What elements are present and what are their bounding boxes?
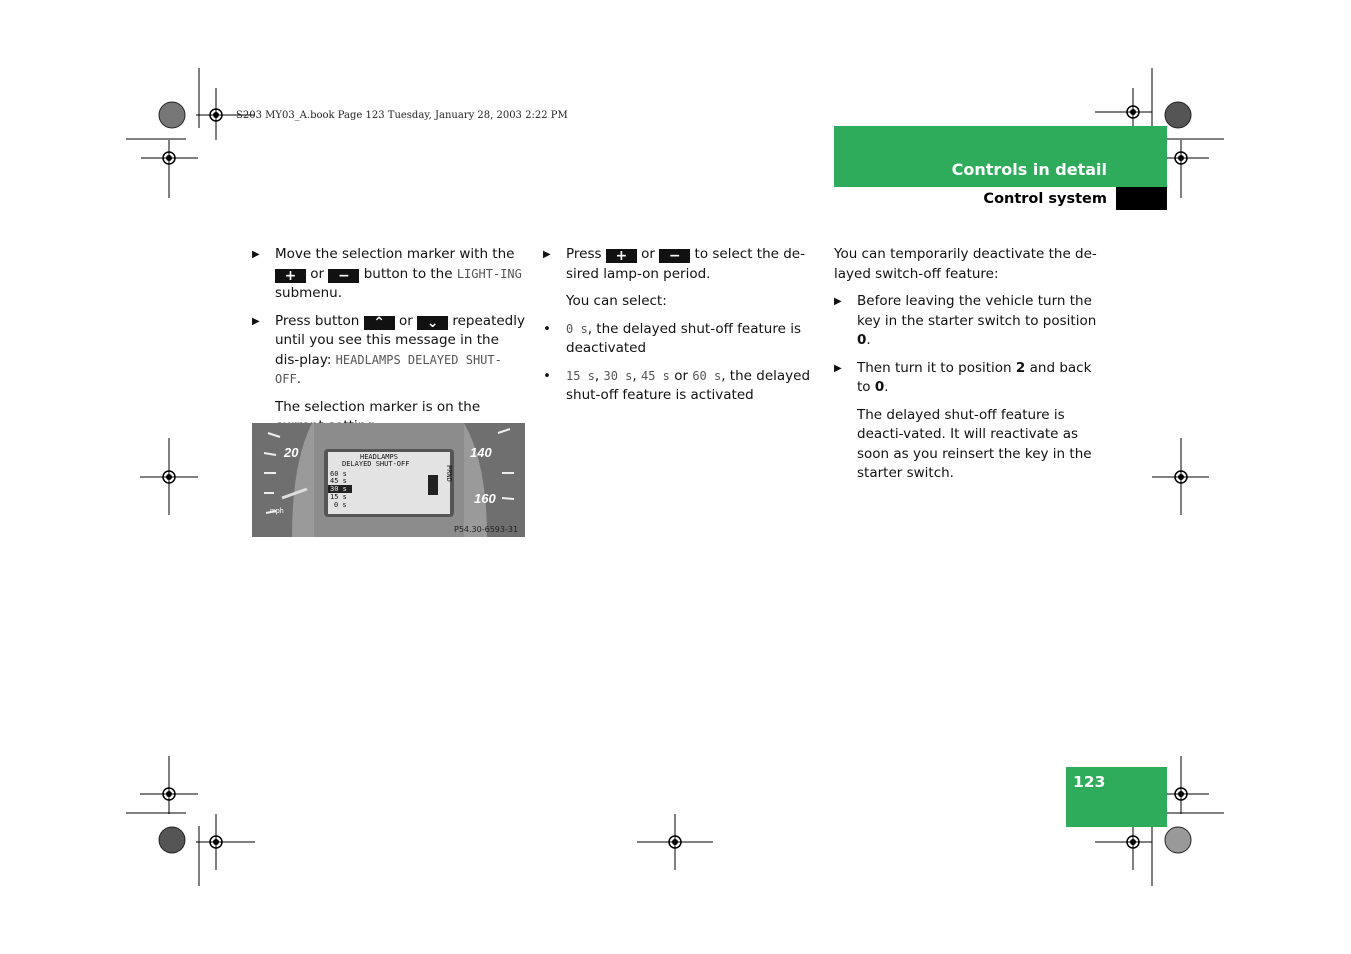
- minus-button-icon: −: [659, 249, 690, 263]
- arrow-icon: ▶: [252, 249, 260, 260]
- figure-reference: P54.30-6593-31: [454, 525, 519, 534]
- print-header: S203 MY03_A.book Page 123 Tuesday, January 28, 2003 2:22 PM: [236, 110, 568, 121]
- arrow-icon: ▶: [834, 296, 842, 307]
- display-title-2: DELAYED SHUT-OFF: [342, 460, 410, 468]
- step-move-marker: ▶ Move the selection marker with the + or − button to the LIGHT-ING submenu.: [252, 246, 522, 301]
- arrow-icon: ▶: [252, 315, 260, 327]
- mph-label: mph: [270, 508, 284, 515]
- speed-20-label: 20: [284, 445, 299, 460]
- column-1: [252, 245, 527, 437]
- bullet-icon: •: [543, 320, 551, 337]
- display-option: 30 s: [330, 485, 347, 493]
- selection-note: The selection marker is on the: [275, 398, 481, 415]
- step-leave-vehicle: ▶ Before leaving the vehicle turn the key in the starter switch to position 0.: [834, 293, 1097, 348]
- cluster-drawing: [252, 423, 525, 537]
- select-intro: You can select:: [566, 293, 667, 309]
- down-button-icon: ⌄: [417, 316, 448, 330]
- deactivate-intro: You can temporarily deactivate the de-layed switch-off feature:: [834, 246, 1097, 282]
- column-3: [834, 245, 1106, 484]
- speed-160-label: 160: [474, 491, 496, 506]
- subsection-marker: [1116, 187, 1167, 210]
- arrow-icon: ▶: [543, 249, 551, 260]
- bullet-icon: •: [543, 367, 551, 384]
- subsection-title: Control system: [983, 191, 1107, 207]
- display-title-1: HEADLAMPS: [360, 453, 398, 461]
- up-button-icon: ⌃: [364, 316, 395, 330]
- step-select-period: ▶ Press + or − to select the de-sired lamp-on period.: [543, 246, 805, 282]
- column-2: [543, 245, 821, 406]
- reactivation-note: The delayed shut-off feature is deacti-vated. It will reactivate as soon as you reinsert the key in the starter switch.: [857, 406, 1092, 481]
- plus-button-icon: +: [275, 269, 306, 283]
- display-option: 60 s: [330, 470, 347, 478]
- display-option: 15 s: [330, 493, 347, 501]
- arrow-icon: ▶: [834, 362, 842, 374]
- minus-button-icon: −: [328, 269, 359, 283]
- section-title: Controls in detail: [951, 160, 1107, 179]
- step-press-button: ▶ Press button ⌃ or ⌄ repeatedly until you see this message in the dis-play: HEADLAMPS DELAYED SHUT-OFF.: [252, 312, 525, 387]
- gear-indicator: PRND: [445, 465, 453, 482]
- plus-button-icon: +: [606, 249, 637, 263]
- option-activated: • 15 s, 30 s, 45 s or 60 s, the delayed shut-off feature is activated: [543, 367, 811, 403]
- display-option: 0 s: [334, 501, 347, 509]
- display-option: 45 s: [330, 477, 347, 485]
- instrument-cluster-figure: [252, 423, 525, 537]
- page-number: 123: [1073, 773, 1106, 791]
- speed-140-label: 140: [470, 445, 492, 460]
- step-turn-position: ▶ Then turn it to position 2 and back to 0.: [834, 359, 1092, 395]
- option-deactivated: • 0 s, the delayed shut-off feature is deactivated: [543, 320, 801, 356]
